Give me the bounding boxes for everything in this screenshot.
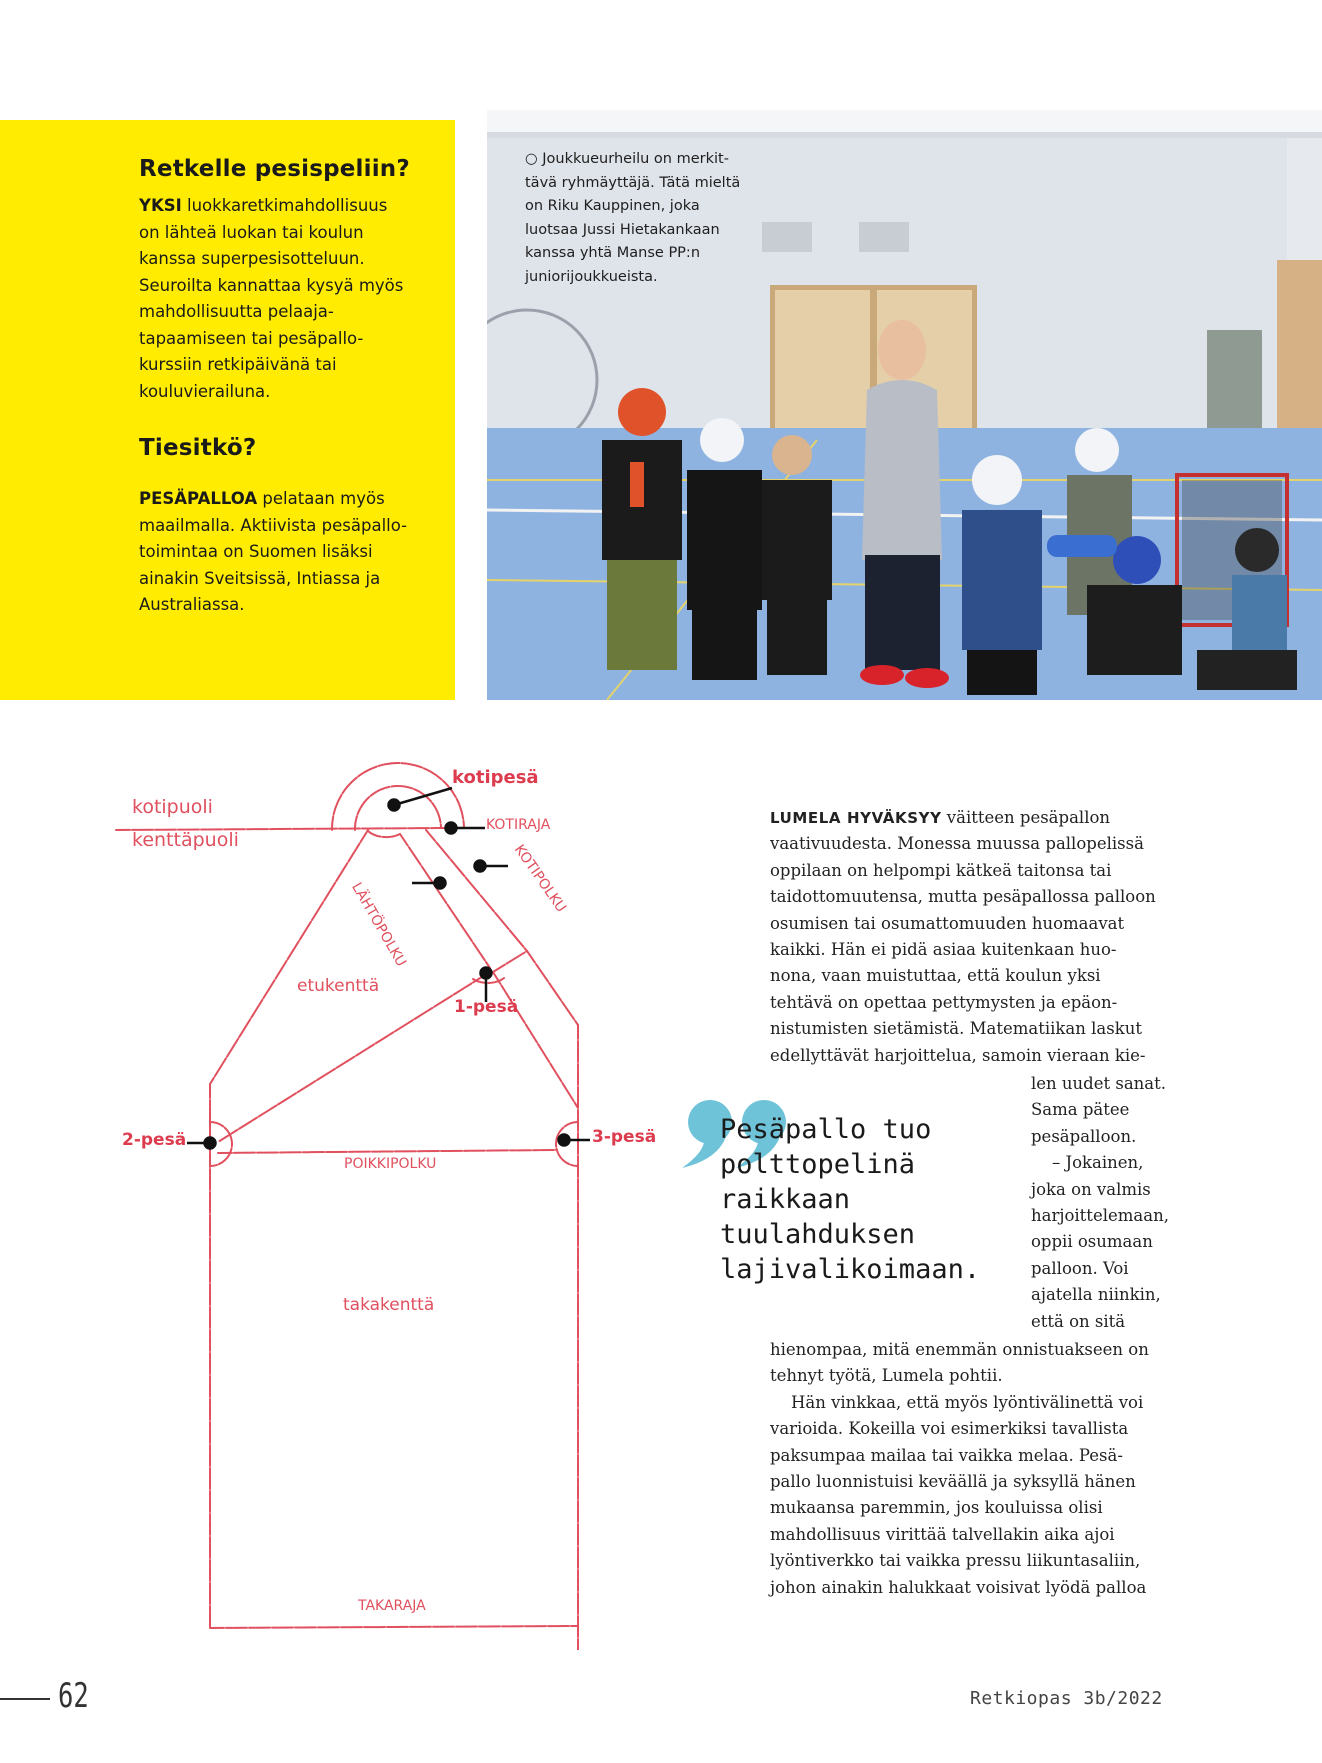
left-front-boundary	[210, 830, 368, 1084]
text-line: kurssiin retkipäivänä tai	[139, 355, 337, 374]
label-etukentta: etukenttä	[297, 976, 380, 996]
label-1-pesa: 1-pesä	[454, 997, 519, 1017]
label-kotiraja: KOTIRAJA	[486, 817, 551, 833]
text-line: toimintaa on Suomen lisäksi	[139, 542, 373, 561]
label-lahtopolku: LÄHTÖPOLKU	[348, 880, 410, 970]
kotipolku-line-2	[527, 951, 578, 1025]
article-body-bottom	[770, 1337, 1149, 1601]
text-line: harjoittelemaan,	[1031, 1206, 1169, 1226]
takaraja-line	[210, 1626, 578, 1628]
pesa1-to-pesa2-line	[218, 975, 485, 1142]
label-takakentta: takakenttä	[343, 1295, 435, 1315]
text-line: oppilaan on helpompi kätkeä taitonsa tai	[770, 860, 1112, 880]
text-line: Hän vinkkaa, että myös lyöntivälinettä voi	[770, 1392, 1144, 1412]
sidebar-paragraph-1	[139, 193, 449, 405]
text-line: nistumisten sietämistä. Matematiikan laskut	[770, 1019, 1142, 1039]
text-line: mahdollisuus virittää talvellakin aika ajoi	[770, 1524, 1115, 1544]
text-line: paksumpaa mailaa tai vaikka melaa. Pesä-	[770, 1445, 1123, 1465]
text-line: tapaamiseen tai pesäpallo-	[139, 328, 364, 348]
kotipolku-connector	[493, 951, 527, 972]
poikkipolku-line	[218, 1150, 556, 1153]
caption-line: on Riku Kauppinen, joka	[525, 198, 700, 214]
text-line: len uudet sanat.	[1031, 1074, 1167, 1093]
field-lines	[100, 750, 700, 1650]
label-takaraja: TAKARAJA	[358, 1598, 426, 1614]
text-line: tehtävä on opettaa pettymysten ja epäon-	[770, 992, 1118, 1012]
label-kotipuoli: kotipuoli	[132, 796, 213, 818]
label-kotipesa: kotipesä	[452, 767, 539, 788]
page-number: 62	[58, 1676, 89, 1716]
text-line: oppii osumaan	[1031, 1232, 1153, 1252]
text-line: kouluvierailuna.	[139, 381, 271, 401]
photo-caption	[525, 148, 775, 289]
text-line: väitteen pesäpallon	[941, 808, 1111, 827]
text-line: luokkaretkimahdollisuus	[181, 196, 388, 215]
text-line: edellyttävät harjoittelua, samoin vieraan kie-	[770, 1045, 1146, 1065]
text-line: osumisen tai osumattomuuden huomaavat	[770, 913, 1125, 933]
text-line: vaativuudesta. Monessa muussa pallopelissä	[770, 834, 1144, 854]
text-line: Australiassa.	[139, 595, 245, 614]
text-line: palloon. Voi	[1031, 1258, 1129, 1278]
text-line: Sama pätee	[1031, 1100, 1130, 1120]
text-line: ajatella niinkin,	[1031, 1285, 1161, 1305]
caption-line: kanssa yhtä Manse PP:n	[525, 245, 701, 261]
sidebar-heading-2: Tiesitkö?	[139, 435, 257, 461]
pesapallo-field-diagram	[100, 750, 700, 1650]
sidebar-paragraph-1-lead: YKSI	[139, 196, 182, 215]
sidebar-paragraph-2-lead: PESÄPALLOA	[139, 489, 258, 508]
caption-line: tävä ryhmäyttäjä. Tätä mieltä	[525, 174, 741, 191]
text-line: maailmalla. Aktiivista pesäpallo-	[139, 515, 408, 535]
label-2-pesa: 2-pesä	[122, 1130, 187, 1150]
label-3-pesa: 3-pesä	[592, 1127, 657, 1147]
article-body-top	[770, 805, 1190, 1069]
text-line: tehnyt työtä, Lumela pohtii.	[770, 1366, 1003, 1386]
label-kenttapuoli: kenttäpuoli	[132, 829, 239, 851]
text-line: Seuroilta kannattaa kysyä myös	[139, 275, 404, 295]
sidebar-paragraph-2	[139, 486, 449, 619]
quote-line: raikkaan	[720, 1184, 851, 1215]
text-line: hienompaa, mitä enemmän onnistuakseen on	[770, 1340, 1149, 1359]
kotipesa-lower-arc	[368, 831, 400, 837]
quote-line: polttopelinä	[720, 1149, 916, 1180]
quote-line: Pesäpallo tuo	[720, 1114, 932, 1145]
pesa1-to-pesa3-line	[493, 972, 578, 1108]
text-line: pallo luonnistuisi keväällä ja syksyllä hänen	[770, 1472, 1136, 1492]
text-line: mukaansa paremmin, jos kouluissa olisi	[770, 1498, 1103, 1518]
text-line: ainakin Sveitsissä, Intiassa ja	[139, 568, 381, 588]
text-line: joka on valmis	[1031, 1179, 1151, 1199]
text-line: nona, vaan muistuttaa, että koulun yksi	[770, 966, 1101, 986]
text-line: johon ainakin halukkaat voisivat lyödä palloa	[770, 1577, 1147, 1597]
caption-line: luotsaa Jussi Hietakankaan	[525, 221, 720, 238]
footer-rule	[0, 1698, 50, 1700]
article-lead: LUMELA HYVÄKSYY	[770, 809, 942, 827]
text-line: – Jokainen,	[1031, 1153, 1144, 1173]
text-line: lyöntiverkko tai vaikka pressu liikuntasaliin,	[770, 1551, 1141, 1571]
kotipolku-line	[426, 830, 527, 951]
text-line: pesäpalloon.	[1031, 1126, 1137, 1146]
magazine-issue: Retkiopas 3b/2022	[970, 1688, 1163, 1709]
text-line: mahdollisuutta pelaaja-	[139, 302, 334, 321]
sidebar-heading-1: Retkelle pesispeliin?	[139, 156, 410, 182]
quote-line: lajivalikoimaan.	[720, 1254, 981, 1285]
article-body-narrow	[1031, 1071, 1169, 1335]
kotipesa-outer-arc	[332, 763, 464, 830]
text-line: kanssa superpesisotteluun.	[139, 249, 365, 268]
caption-line: ○ Joukkueurheilu on merkit-	[525, 151, 729, 167]
pull-quote	[720, 1112, 980, 1287]
text-line: että on sitä	[1031, 1311, 1126, 1331]
caption-line: juniorijoukkueista.	[525, 268, 658, 285]
text-line: kaikki. Hän ei pidä asiaa kuitenkaan huo-	[770, 940, 1117, 960]
text-line: on lähteä luokan tai koulun	[139, 222, 364, 242]
info-sidebar	[0, 120, 455, 700]
quote-line: tuulahduksen	[720, 1219, 916, 1250]
label-poikkipolku: POIKKIPOLKU	[344, 1156, 437, 1172]
label-kotipolku: KOTIPOLKU	[510, 842, 569, 916]
text-line: varioida. Kokeilla voi esimerkiksi tavallista	[770, 1419, 1129, 1439]
text-line: taidottomuutensa, mutta pesäpallossa palloon	[770, 887, 1156, 907]
text-line: pelataan myös	[257, 489, 385, 508]
